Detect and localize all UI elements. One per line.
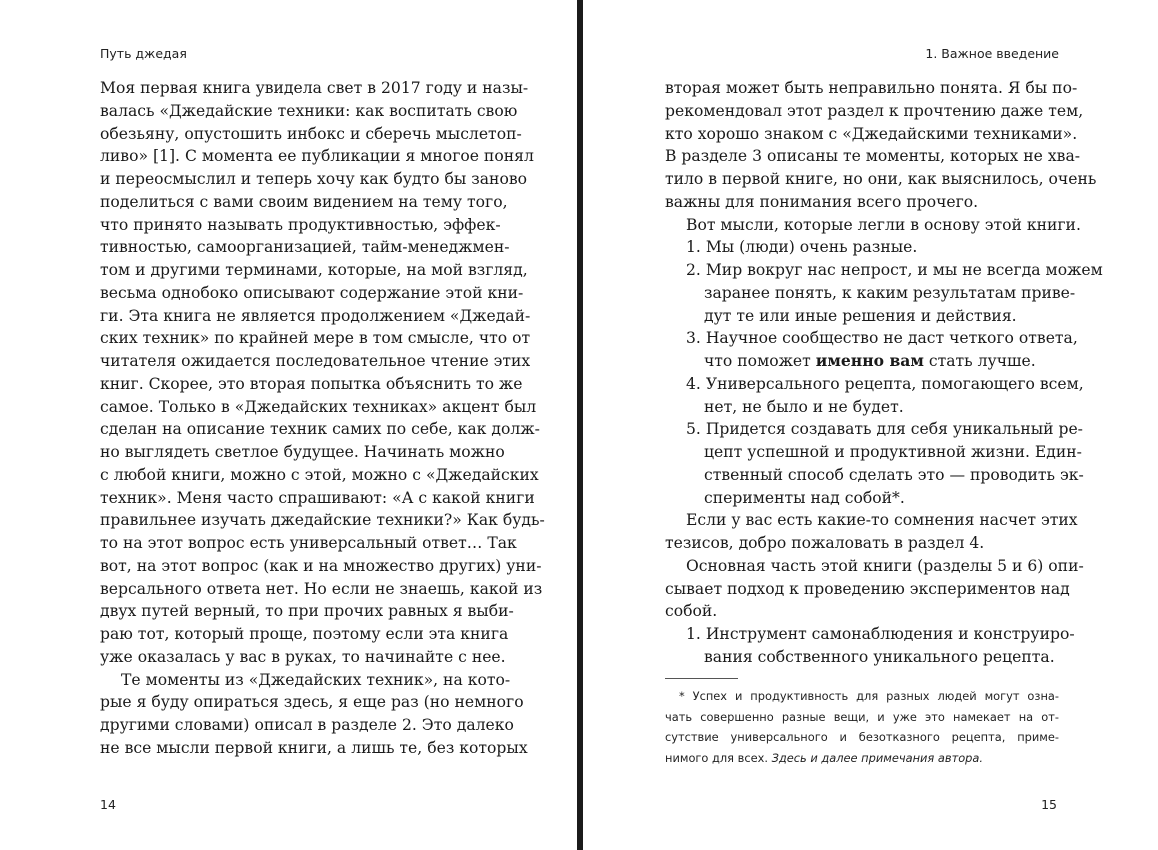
text-line: рекомендовал этот раздел к прочтению даже тем,: [665, 101, 1084, 120]
text-line: с любой книги, можно с этой, можно с «Джедайских: [100, 465, 539, 484]
text-line: правильнее изучать джедайские техники?» Как будь-: [100, 511, 545, 530]
list-item-3-cont: [665, 350, 1059, 373]
text-line: вторая может быть неправильно понята. Я бы по-: [665, 79, 1078, 97]
text-line: тивностью, самоорганизацией, тайм-менеджмен-: [100, 238, 510, 257]
text-line: техник». Меня часто спрашивают: «А с какой книги: [100, 488, 535, 507]
running-head-left: Путь джедая: [100, 46, 187, 61]
list-item-2: 2. Мир вокруг нас непрост, и мы не всегда можем: [686, 261, 1103, 279]
text-line: уже оказалась у вас в руках, то начинайте с нее.: [100, 647, 506, 666]
list-item-b1: 1. Инструмент самонаблюдения и конструиро-: [686, 625, 1075, 643]
footnote-line: сутствие универсального и безотказного рецепта, приме-: [665, 730, 1059, 745]
list-item-4-cont: нет, не было и не будет.: [704, 397, 904, 416]
text-line: сывает подход к проведению экспериментов над: [665, 579, 1070, 598]
list-intro: Вот мысли, которые легли в основу этой книги.: [686, 215, 1081, 234]
footnote-line: * Успех и продуктивность для разных людей могут озна-: [679, 689, 1059, 703]
footnote: [665, 686, 1059, 768]
text-line: тезисов, добро пожаловать в раздел 4.: [665, 534, 985, 552]
text-line: читателя ожидается последовательное чтение этих: [100, 352, 531, 370]
text-line: Основная часть этой книги (разделы 5 и 6) опи-: [686, 556, 1084, 575]
item3-text-post: стать лучше.: [923, 352, 1036, 370]
emphasis-text: именно вам: [815, 351, 924, 370]
list-item-5-cont: цепт успешной и продуктивной жизни. Един-: [704, 443, 1082, 461]
text-line: кто хорошо знаком с «Джедайскими техниками».: [665, 124, 1078, 143]
list-item-b1-cont: вания собственного уникального рецепта.: [704, 647, 1055, 666]
running-head-right: 1. Важное введение: [925, 46, 1059, 61]
text-line: В разделе 3 описаны те моменты, которых не хва-: [665, 147, 1081, 166]
text-line: версального ответа нет. Но если не знаешь, какой из: [100, 579, 543, 598]
right-body-text: [665, 77, 1103, 669]
list-item-5-cont: ственный способ сделать это — проводить эк-: [704, 465, 1084, 484]
footnote-line: [665, 748, 1059, 769]
text-line: ских техник» по крайней мере в том смысле, что от: [100, 329, 531, 348]
text-line: не все мысли первой книги, а лишь те, без которых: [100, 738, 528, 757]
text-line: обезьяну, опустошить инбокс и сберечь мыслетоп-: [100, 124, 522, 143]
text-line: что принято называть продуктивностью, эффек-: [100, 215, 501, 234]
right-page: [583, 0, 1158, 850]
text-line: другими словами) описал в разделе 2. Это далеко: [100, 716, 514, 734]
list-item-2-cont: дут те или иные решения и действия.: [704, 306, 1017, 325]
list-item-2-cont: заранее понять, к каким результатам приве-: [704, 283, 1076, 302]
text-line: раю тот, который проще, поэтому если эта книга: [100, 625, 509, 643]
text-line: Если у вас есть какие-то сомнения насчет этих: [686, 511, 1078, 530]
text-line: самое. Только в «Джедайских техниках» акцент был: [100, 397, 537, 416]
text-line: двух путей верный, то при прочих равных я выби-: [100, 602, 514, 621]
text-line: том и другими терминами, которые, на мой взгляд,: [100, 261, 528, 279]
list-item-5-cont: сперименты над собой*.: [704, 488, 905, 507]
text-line: но выглядеть светлое будущее. Начинать можно: [100, 443, 505, 461]
text-line: собой.: [665, 602, 718, 621]
list-item-1: 1. Мы (люди) очень разные.: [686, 238, 918, 257]
item3-text-pre: что поможет: [704, 352, 816, 370]
text-line: валась «Джедайские техники: как воспитать свою: [100, 101, 518, 120]
footnote-divider: [665, 678, 738, 679]
page-number-left: 14: [100, 797, 116, 812]
text-line: и переосмыслил и теперь хочу как будто бы заново: [100, 170, 528, 188]
footnote-line: чать совершенно разные вещи, и уже это намекает на от-: [665, 709, 1059, 724]
footnote-italic-text: Здесь и далее примечания автора.: [771, 750, 984, 765]
left-page: [0, 0, 577, 850]
text-line: ги. Эта книга не является продолжением «Джедай-: [100, 306, 531, 325]
text-line: поделиться с вами своим видением на тему того,: [100, 192, 508, 211]
text-line: весьма однобоко описывают содержание этой кни-: [100, 283, 524, 302]
left-body-text: [100, 77, 545, 760]
text-line: книг. Скорее, это вторая попытка объяснить то же: [100, 374, 523, 393]
text-line: ливо» [1]. С момента ее публикации я многое понял: [100, 147, 534, 166]
list-item-5: 5. Придется создавать для себя уникальный ре-: [686, 420, 1083, 439]
text-line: вот, на этот вопрос (как и на множество других) уни-: [100, 556, 542, 575]
text-line: то на этот вопрос есть универсальный ответ… Так: [100, 534, 517, 552]
text-line: Те моменты из «Джедайских техник», на кото-: [121, 670, 511, 689]
footnote-text: нимого для всех.: [665, 750, 772, 765]
text-line: рые я буду опираться здесь, я еще раз (но немного: [100, 693, 524, 712]
text-line: Моя первая книга увидела свет в 2017 году и назы-: [100, 79, 529, 97]
list-item-3: 3. Научное сообщество не даст четкого ответа,: [686, 329, 1078, 348]
list-item-4: 4. Универсального рецепта, помогающего всем,: [686, 374, 1084, 393]
text-line: важны для понимания всего прочего.: [665, 192, 979, 211]
page-number-right: 15: [1041, 797, 1057, 812]
text-line: тило в первой книге, но они, как выяснилось, очень: [665, 170, 1097, 188]
text-line: сделан на описание техник самих по себе, как долж-: [100, 420, 540, 439]
